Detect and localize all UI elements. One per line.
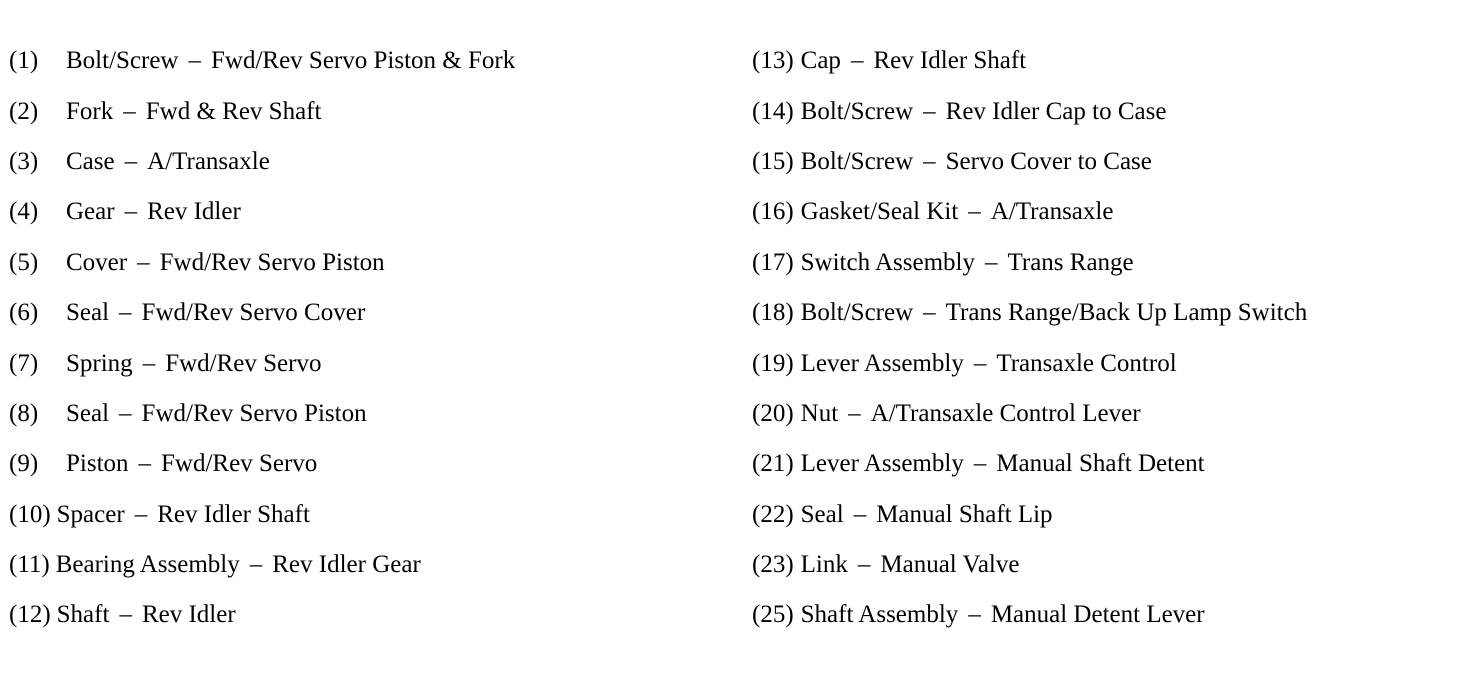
legend-item <box>752 439 1452 489</box>
part-name: Shaft Assembly <box>800 601 959 629</box>
part-description: Manual Detent Lever <box>990 601 1205 629</box>
separator: – <box>984 248 998 276</box>
part-name: Fork <box>66 97 114 125</box>
part-name: Gear <box>66 198 115 226</box>
part-name: Bolt/Screw <box>66 47 179 75</box>
item-number: (14) <box>752 97 794 125</box>
legend-column-right <box>752 36 1452 641</box>
part-description: A/Transaxle <box>990 198 1114 226</box>
item-number: (23) <box>752 551 794 579</box>
item-number: (12) <box>9 601 51 629</box>
separator: – <box>142 349 156 377</box>
item-number: (19) <box>752 349 794 377</box>
legend-item <box>9 540 709 590</box>
legend-item <box>9 238 709 288</box>
separator: – <box>923 97 936 125</box>
separator: – <box>134 500 148 528</box>
item-number: (15) <box>752 147 794 175</box>
legend-column-left <box>9 36 709 641</box>
part-description: Fwd/Rev Servo Piston <box>159 248 385 276</box>
legend-item <box>752 86 1452 136</box>
separator: – <box>188 47 201 75</box>
separator: – <box>138 450 152 478</box>
legend-item <box>752 187 1452 237</box>
legend-item <box>9 36 709 86</box>
part-description: Manual Shaft Detent <box>996 450 1205 478</box>
item-number: (13) <box>752 47 794 75</box>
part-description: Rev Idler Cap to Case <box>945 97 1167 125</box>
separator: – <box>124 147 138 175</box>
part-name: Piston <box>66 450 129 478</box>
part-name: Bearing Assembly <box>55 551 240 579</box>
part-description: A/Transaxle Control Lever <box>870 399 1141 427</box>
item-number: (1) <box>9 47 39 75</box>
part-description: Servo Cover to Case <box>945 147 1152 175</box>
legend-item <box>9 338 709 388</box>
part-description: Trans Range/Back Up Lamp Switch <box>945 299 1308 327</box>
part-name: Lever Assembly <box>800 450 964 478</box>
part-description: Fwd & Rev Shaft <box>145 97 322 125</box>
part-description: Rev Idler Shaft <box>157 500 310 528</box>
legend-item <box>9 490 709 540</box>
legend-item <box>752 288 1452 338</box>
separator: – <box>124 198 138 226</box>
item-number: (8) <box>9 399 39 427</box>
separator: – <box>857 551 871 579</box>
part-name: Bolt/Screw <box>800 299 914 327</box>
legend-item <box>752 540 1452 590</box>
separator: – <box>853 500 867 528</box>
part-name: Nut <box>800 399 839 427</box>
item-number: (4) <box>9 198 39 226</box>
part-description: Fwd/Rev Servo <box>165 349 322 377</box>
separator: – <box>119 601 132 629</box>
part-description: Fwd/Rev Servo Piston <box>141 399 367 427</box>
part-name: Case <box>66 147 115 175</box>
item-number: (3) <box>9 147 39 175</box>
part-description: Manual Shaft Lip <box>876 500 1053 528</box>
part-name: Lever Assembly <box>800 349 964 377</box>
item-number: (11) <box>9 551 50 579</box>
part-name: Spring <box>66 349 133 377</box>
legend-item <box>9 389 709 439</box>
part-name: Link <box>800 551 848 579</box>
part-name: Bolt/Screw <box>800 97 914 125</box>
separator: – <box>848 399 861 427</box>
separator: – <box>973 349 987 377</box>
separator: – <box>249 551 263 579</box>
part-description: A/Transaxle <box>147 147 270 175</box>
part-name: Gasket/Seal Kit <box>800 198 959 226</box>
item-number: (20) <box>752 399 794 427</box>
part-name: Seal <box>66 399 110 427</box>
part-description: Rev Idler <box>141 601 236 629</box>
item-number: (25) <box>752 601 794 629</box>
separator: – <box>973 450 987 478</box>
part-description: Rev Idler Shaft <box>873 47 1027 75</box>
item-number: (21) <box>752 450 794 478</box>
item-number: (9) <box>9 450 39 478</box>
part-description: Fwd/Rev Servo <box>161 450 318 478</box>
part-name: Cap <box>800 47 841 75</box>
item-number: (7) <box>9 349 39 377</box>
separator: – <box>119 399 132 427</box>
legend-item <box>9 590 709 640</box>
part-name: Shaft <box>56 601 110 629</box>
item-number: (18) <box>752 299 794 327</box>
part-description: Rev Idler Gear <box>272 551 421 579</box>
legend-item <box>9 137 709 187</box>
part-description: Transaxle Control <box>996 349 1177 377</box>
legend-item <box>9 86 709 136</box>
part-description: Fwd/Rev Servo Piston & Fork <box>211 47 516 75</box>
legend-item <box>752 36 1452 86</box>
item-number: (6) <box>9 299 39 327</box>
legend-item <box>752 490 1452 540</box>
item-number: (10) <box>9 500 51 528</box>
separator: – <box>119 299 132 327</box>
part-description: Rev Idler <box>147 198 241 226</box>
legend-item <box>752 238 1452 288</box>
part-description: Fwd/Rev Servo Cover <box>141 299 366 327</box>
legend-item <box>752 338 1452 388</box>
part-name: Switch Assembly <box>800 248 975 276</box>
part-name: Seal <box>800 500 844 528</box>
item-number: (5) <box>9 248 39 276</box>
separator: – <box>968 601 981 629</box>
part-name: Seal <box>66 299 110 327</box>
legend-item <box>9 288 709 338</box>
legend-item <box>752 137 1452 187</box>
item-number: (22) <box>752 500 794 528</box>
separator: – <box>968 198 981 226</box>
legend-item <box>9 187 709 237</box>
separator: – <box>923 299 936 327</box>
item-number: (16) <box>752 198 794 226</box>
legend-item <box>752 389 1452 439</box>
part-description: Trans Range <box>1007 248 1134 276</box>
part-name: Cover <box>66 248 128 276</box>
part-description: Manual Valve <box>880 551 1020 579</box>
separator: – <box>850 47 864 75</box>
part-name: Bolt/Screw <box>800 147 914 175</box>
item-number: (2) <box>9 97 39 125</box>
separator: – <box>123 97 136 125</box>
separator: – <box>923 147 936 175</box>
item-number: (17) <box>752 248 794 276</box>
legend-item <box>9 439 709 489</box>
part-name: Spacer <box>56 500 125 528</box>
legend-item <box>752 590 1452 640</box>
separator: – <box>137 248 150 276</box>
